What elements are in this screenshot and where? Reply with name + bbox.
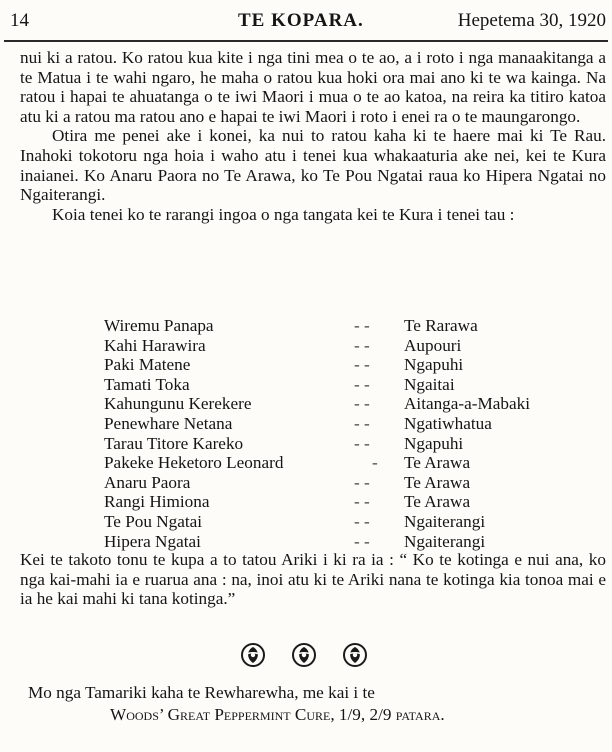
paragraph: nui ki a ratou. Ko ratou kua kite i nga tini mea o te ao, a i roto i nga manaakitanga a te Matua i te wahi ngaro, he maha o ratou kua hoki ora mai ano ki te wa kainga. Na ratou i hapai te ahuatanga o te iwi Maori i mua o te ao katoa, na reira ka titiro katoa atu ki a ratou ma ratou ano e hapai te iwi Maori i roto i enei ra o te maungarongo. <box>20 48 606 126</box>
roster-row <box>104 532 584 552</box>
tribe-name: Aupouri <box>404 335 462 355</box>
roster-row <box>104 394 584 414</box>
tribe-name: Aitanga-a-Mabaki <box>404 394 530 414</box>
student-name: Paki Matene <box>104 355 191 375</box>
leader-dashes: - - <box>354 492 370 512</box>
fleuron-icon <box>342 642 368 668</box>
leader-dashes: - - <box>354 413 370 433</box>
roster-row <box>104 375 584 395</box>
issue-date: Hepetema 30, 1920 <box>457 10 606 31</box>
roster-row <box>104 316 584 336</box>
tribe-name: Ngapuhi <box>404 355 464 375</box>
advert-line: Mo nga Tamariki kaha te Rewharewha, me kai i te <box>28 683 375 702</box>
tribe-name: Te Arawa <box>404 453 471 473</box>
tribe-name: Ngatiwhatua <box>404 413 492 433</box>
roster-row <box>104 473 584 493</box>
leader-dashes: - - <box>354 374 370 394</box>
roster-row <box>104 355 584 375</box>
roster-row <box>104 434 584 454</box>
leader-dashes: - - <box>354 316 370 335</box>
leader-dashes: - - <box>354 335 370 355</box>
roster-row <box>104 492 584 512</box>
paragraph: Otira me penei ake i konei, ka nui to ratou kaha ki te haere mai ki Te Rau. Inahoki tokotoru nga hoia i waho atu i tenei kua whakaaturia ake nei, kei te Kura inaianei. Ko Anaru Paora no Te Arawa, ko Te Pou Ngatai raua ko Hipera Ngatai no Ngaiterangi. <box>20 126 606 205</box>
leader-dashes: - - <box>354 511 370 531</box>
leader-dashes: - - <box>354 531 370 551</box>
advert-line: Woods’ Great Peppermint Cure, 1/9, 2/9 patara. <box>110 705 445 724</box>
roster-row <box>104 414 584 434</box>
student-name: Tamati Toka <box>104 374 190 394</box>
roster-row <box>104 453 584 473</box>
roster-row <box>104 512 584 532</box>
ornament-divider <box>234 642 374 672</box>
student-name: Pakeke Heketoro Leonard <box>104 453 284 473</box>
student-name: Kahi Harawira <box>104 335 206 355</box>
tribe-name: Te Rarawa <box>404 316 478 335</box>
student-name: Wiremu Panapa <box>104 316 214 335</box>
article-body <box>20 48 606 224</box>
leader-dashes: - - <box>354 472 370 492</box>
tribe-name: Ngaitai <box>404 374 455 394</box>
tribe-name: Te Arawa <box>404 492 471 512</box>
roster-row <box>104 336 584 356</box>
paragraph: Koia tenei ko te rarangi ingoa o nga tangata kei te Kura i tenei tau : <box>52 204 515 224</box>
page-number: 14 <box>10 10 29 31</box>
page-header <box>10 4 606 44</box>
tribe-name: Ngaiterangi <box>404 511 486 531</box>
tribe-name: Ngapuhi <box>404 433 464 453</box>
tribe-name: Te Arawa <box>404 472 471 492</box>
student-name: Te Pou Ngatai <box>104 511 203 531</box>
header-rule <box>4 40 608 42</box>
student-name: Penewhare Netana <box>104 413 233 433</box>
student-name: Hipera Ngatai <box>104 531 201 551</box>
student-name: Rangi Himiona <box>104 492 210 512</box>
leader-dashes: - <box>372 453 378 473</box>
fleuron-icon <box>240 642 266 668</box>
student-name: Tarau Titore Kareko <box>104 433 244 453</box>
student-roster <box>104 316 584 551</box>
publication-title: TE KOPARA. <box>238 10 364 31</box>
leader-dashes: - - <box>354 355 370 375</box>
closing-paragraph: Kei te takoto tonu te kupa a to tatou Ariki i ki ra ia : “ Ko te kotinga e nui ana, ko nga kai-mahi ia e ruarua ana : na, inoi atu ki te Ariki nana te kotinga kia tonoa mai e ia he kai mahi ki tana kotinga.” <box>20 550 606 609</box>
leader-dashes: - - <box>354 394 370 414</box>
leader-dashes: - - <box>354 433 370 453</box>
student-name: Kahungunu Kerekere <box>104 394 252 414</box>
fleuron-icon <box>291 642 317 668</box>
advertisement <box>20 682 606 726</box>
tribe-name: Ngaiterangi <box>404 531 486 551</box>
student-name: Anaru Paora <box>104 472 191 492</box>
